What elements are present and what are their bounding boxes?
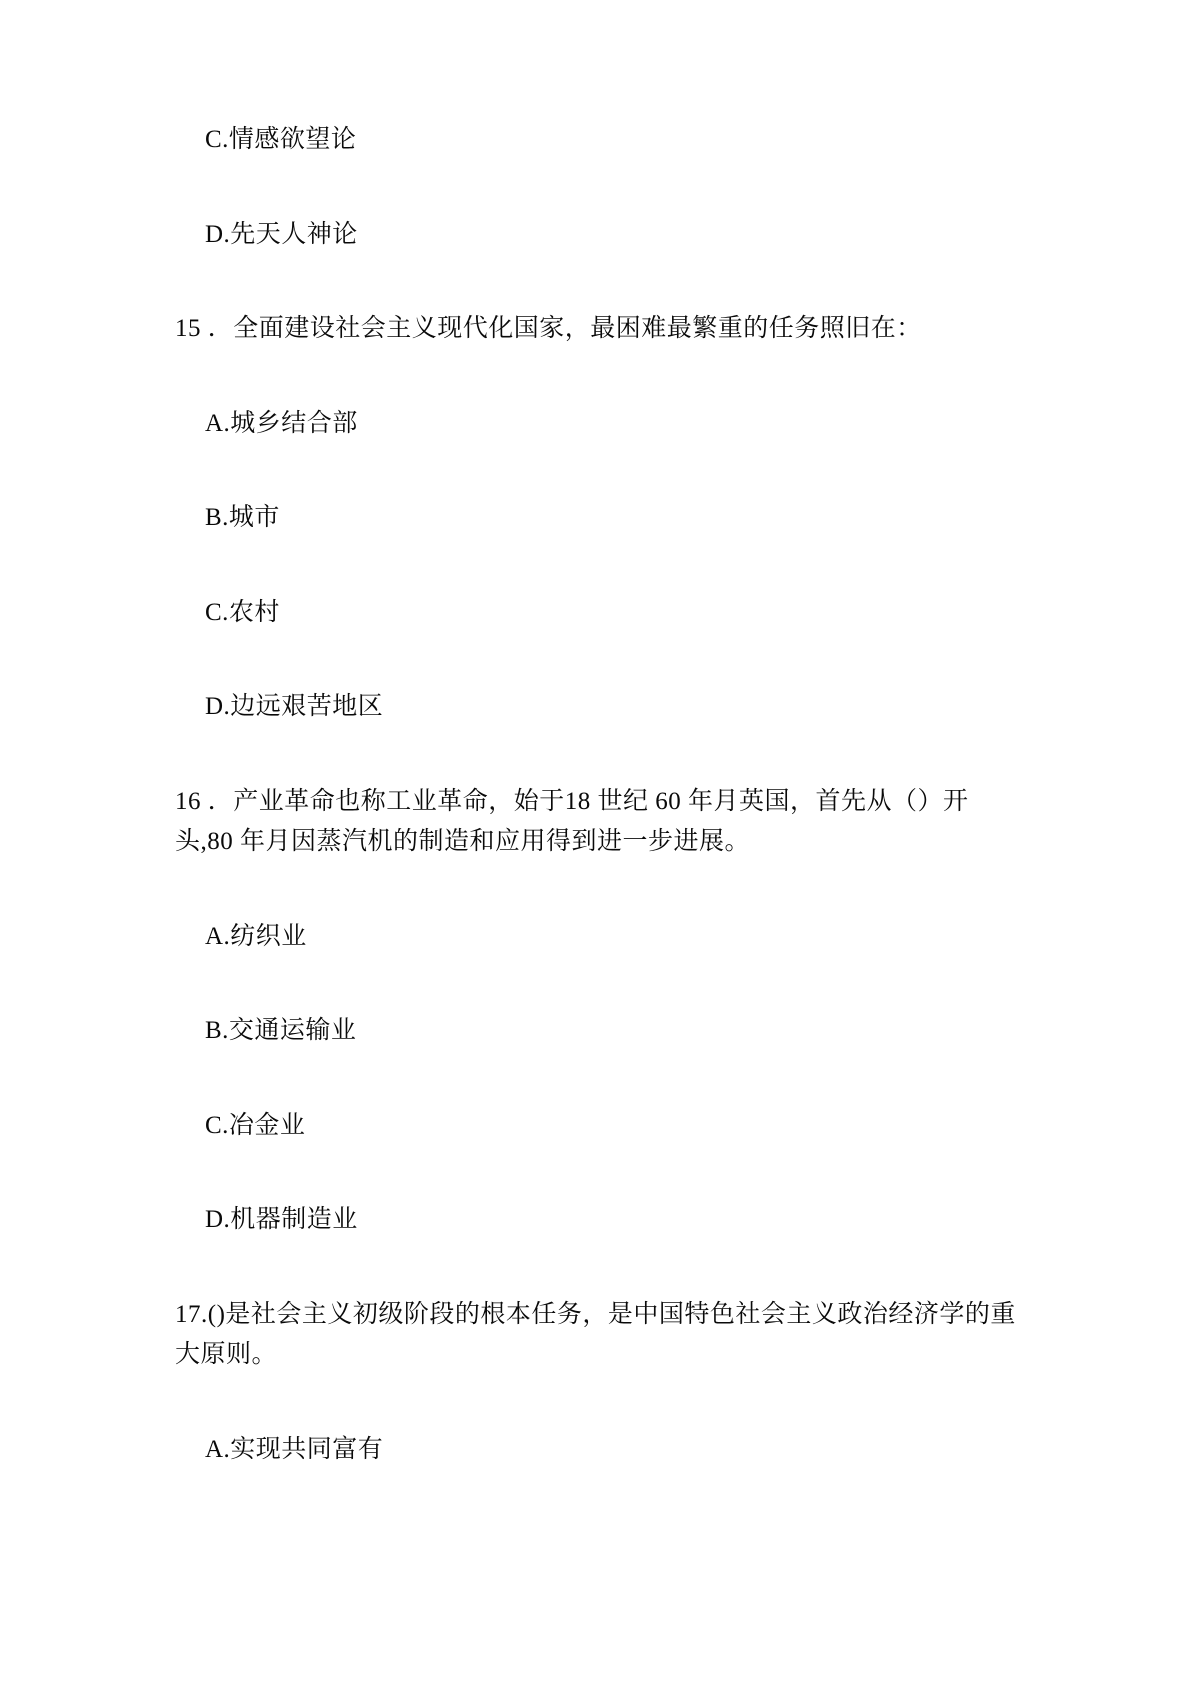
answer-option: A.城乡结合部: [205, 409, 358, 437]
answer-option: C.情感欲望论: [205, 126, 357, 153]
question-17: 17.()是社会主义初级阶段的根本任务，是中国特色社会主义政治经济学的重大原则。: [175, 1300, 1016, 1368]
answer-option: B.城市: [205, 504, 280, 531]
answer-option: D.机器制造业: [205, 1206, 358, 1233]
answer-option: A.纺织业: [205, 922, 307, 950]
answer-option: B.交通运输业: [205, 1017, 357, 1044]
option-c-qualia: [175, 120, 1016, 1470]
question-16: 16 ．产业革命也称工业革命，始于18 世纪 60 年月英国，首先从（）开头,80 年月因蒸汽机的制造和应用得到进一步进展。: [175, 787, 969, 855]
answer-option: D.先天人神论: [205, 220, 358, 248]
answer-option: D.边远艰苦地区: [205, 693, 384, 720]
answer-option: C.冶金业: [205, 1111, 306, 1139]
answer-option: A.实现共同富有: [205, 1435, 384, 1463]
answer-option: C.农村: [205, 598, 280, 626]
question-15: 15 ．全面建设社会主义现代化国家，最困难最繁重的任务照旧在：: [175, 315, 922, 342]
